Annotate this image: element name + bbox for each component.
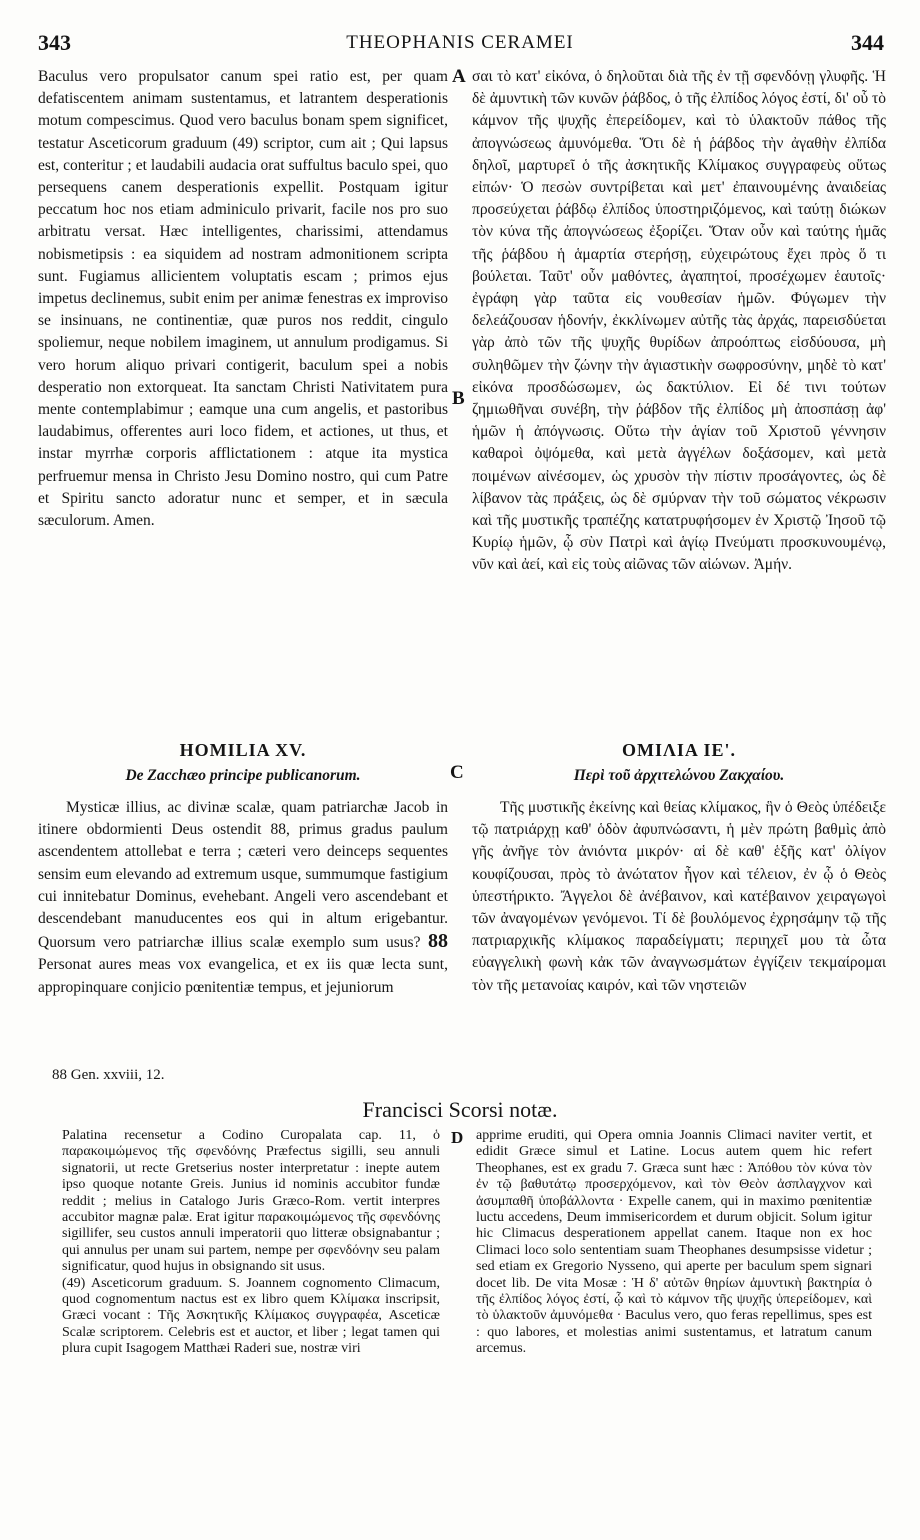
footnote: 88 Gen. xxviii, 12. [52, 1067, 165, 1083]
latin-paragraph-top: Baculus vero propulsator canum spei ratio est, per quam defatiscentem animam sustentamus, et latrantem desperationis motum compescimus. Quod vero baculus bonam spem significet, testatur Asceticorum graduum (49) scriptor, cum ait ; Qui lapsus est, conteritur ; et laudabili audacia orat suffultus baculo spei, quo persequens canem desperationis expellit. Postquam igitur peccatum hoc nos etiam adminiculo privarit, facile nos pro suo arbitratu versat. Hæc intelligentes, charissimi, attendamus nobismetipsis : ea siquidem ad nostram admonitionem scripta sunt. Fugiamus allicientem voluptatis escam ; primos ejus impetus declinemus, subit enim per animæ fenestras ex improviso se insinuans, ne continentiæ, quæ puros nos reddit, cingulo spoliemur, neque nobilem imaginem, ut annulum prodigamus. Si vero horum aliquo privari contigerit, baculum spei a nobis desperatio non extorqueat. Ita sanctam Christi Nativitatem pura mente contemplabimur ; eamque una cum angelis, et pastoribus laudabimus, offerentes auri loco fidem, et actiones, ut thus, et instar myrrhæ corporis afflictationem : atque ita mystica perfruemur mensa in Christo Jesu Domino nostro, qui cum Patre et Spiritu sancto adoratur nunc et semper, et in sæcula sæculorum. Amen. [38, 68, 448, 530]
running-title: THEOPHANIS CERAMEI [346, 32, 574, 53]
margin-letter-d: D [451, 1128, 464, 1147]
column-number-marker: 88 [428, 930, 448, 953]
notes-column-right [476, 1128, 872, 1358]
homily-subtitle-latin: De Zacchæo principe publicanorum. [125, 767, 361, 784]
margin-letter-c: C [450, 762, 464, 783]
latin-homily-paragraph [38, 797, 448, 999]
greek-column-homily [472, 797, 886, 997]
page-number-right: 344 [851, 30, 884, 55]
note-49: (49) Asceticorum graduum. S. Joannem cognomento Climacum, quod cognomentum nactus est ex libro quem Κλίμακα inscripsit, Græci vocant : Τῆς Ἀσκητικῆς Κλίμακος συγγραφέα, Asceticæ Scalæ scriptorem. Celebris est et auctor, et liber ; legat tamen qui plura cupit Isagogem Matthæi Raderi sue, nostræ viri [62, 1275, 440, 1357]
margin-letter-a: A [452, 66, 466, 87]
page-number-left: 343 [38, 30, 71, 55]
homily-heading-latin [38, 740, 448, 785]
greek-paragraph-top: σαι τὸ κατ' εἰκόνα, ὁ δηλοῦται διὰ τῆς ἐν τῇ σφενδόνῃ γλυφῆς. Ἡ δὲ ἀμυντικὴ τῶν κυνῶν ῥάβδος, ὁ τῆς ἐλπίδος λόγος ἐστί, δι' οὗ τὸ κάμνον τῆς ψυχῆς ἐπερείδομεν, καὶ τὸ ὑλακτοῦν πάθος τῆς ἀπογνώσεως ἀμυνόμεθα. Ὅτι δὲ ἡ ῥάβδος τὴν ἀγαθὴν ἐλπίδα δηλοῖ, μαρτυρεῖ ὁ τῆς ἀσκητικῆς Κλίμακος συγγραφεὺς οὕτως εἰπών· Ὁ πεσὼν συντρίβεται καὶ μετ' ἐπαινουμένης ἀναιδείας προσεύχεται ῥάβδῳ ἐλπίδος ὑποστηριζόμενος, καὶ ταύτῃ διώκων τὸν κύνα τῆς ἀπογνώσεως ἐξορίζει. Ὅταν οὖν καὶ ταύτης ἡμᾶς τῆς ῥάβδου ἡ ἁμαρτία στερήσῃ, εὐχειρώτους ἔχει πρὸς ὅ τι βούλεται. Ταῦτ' οὖν μαθόντες, ἀγαπητοί, προσέχωμεν ἑαυτοῖς· ἐγράφη γὰρ ταῦτα εἰς νουθεσίαν ἡμῶν. Φύγωμεν τὴν δελεάζουσαν ἡδονήν, ἐκκλίνωμεν αὐτῆς τὰς ἀρχάς, παρεισδύεται γὰρ ἀπὸ τῶν τῆς ψυχῆς θυρίδων ἀπροόπτως εἰσδύουσα, μὴ συληθῶμεν τὴν ζώνην τὴν ἁγιαστικὴν σωφροσύνην, μηδὲ τὸ κατ' εἰκόνα προσδώσωμεν, ὡς δακτύλιον. Εἰ δέ τινι τούτων ζημιωθῆναι συνέβη, τὴν ῥάβδον τῆς ἐλπίδος μὴ ἀποσπάσῃ ἀφ' ἡμῶν ἡ ἀπόγνωσις. Οὕτω τὴν ἁγίαν τοῦ Χριστοῦ γέννησιν καθαροὶ ὀψόμεθα, καὶ μετὰ ἀγγέλων δοξάσομεν, καὶ μετὰ ποιμένων αἰνέσομεν, ὡς χρυσὸν τὴν πίστιν προσάγοντες, ὡς δὲ λίβανον τὰς πράξεις, ὡς δὲ σμύρναν τὴν τοῦ σώματος νέκρωσιν καὶ τῆς μυστικῆς τραπέζης κατατρυφήσομεν ἐν Χριστῷ Ἰησοῦ τῷ Κυρίῳ ἡμῶν, ᾧ σὺν Πατρὶ καὶ ἁγίῳ Πνεύματι προσκυνουμένῳ, νῦν καὶ ἀεί, καὶ εἰς τοὺς αἰῶνας τῶν αἰώνων. Ἀμήν. [472, 68, 886, 574]
latin-column-top [38, 66, 448, 532]
homily-subtitle-greek: Περὶ τοῦ ἀρχιτελώνου Ζακχαίου. [573, 767, 785, 784]
notes-title: Francisci Scorsi notæ. [362, 1097, 558, 1122]
note-continuation: apprime eruditi, qui Opera omnia Joannis Climaci naviter vertit, et edidit Græce simul et Latine. Locus autem quem hic refert Theophanes, est ex gradu 7. Græca sunt hæc : Ἀπόθου τὸν κύνα τὸν ἐν τῷ βαθυτάτῳ προσερχόμενον, καὶ τὸν Θεὸν ἀσπλαγχνον καὶ ἀσυμπαθῆ ὑποβάλλοντα · Expelle canem, qui in maximo pœnitentiæ luctu accedens, Deum immisericordem et durum objicit. Solum igitur hic Climacus desperationem appellat canem. Itaque non ex hoc Climaci loco solo sententiam suam Theophanes desumpsisse videtur ; sed etiam ex Gregorio Nysseno, qui aperte per baculum spem signari docet lib. De vita Mosæ : Ἡ δ' αὐτῶν θηρίων ἀμυντικὴ βακτηρία ὁ τῆς ἐλπίδος λόγος ἐστί, ᾧ καὶ τὸ κάμνον τῆς ψυχῆς ὑπερείδομεν, καὶ τὸ ὑλακτοῦν ἀμυνόμεθα · Baculus vero, quo feras repellimus, spes est : quo labores, et molestias animi sustentamus, et latratum canum arcemus. [476, 1128, 872, 1357]
greek-homily-paragraph: Τῆς μυστικῆς ἐκείνης καὶ θείας κλίμακος, ἣν ὁ Θεὸς ὑπέδειξε τῷ πατριάρχῃ καθ' ὁδὸν ἀφυπνώσαντι, ἡ μὲν πρώτη βαθμὶς ἀπὸ γῆς ἀνῆγε τὸν ἀνιόντα μικρόν· αἱ δὲ καθ' ἑξῆς κατ' ὀλίγον κουφίζουσαι, πρὸς τὸ ἀνώτατον ἦγον καὶ τέλειον, ἐν ᾧ ὁ Θεὸς ὑπεστήρικτο. Ἄγγελοι δὲ ἀνέβαινον, καὶ κατέβαινον χειραγωγοὶ τῶν ἀναγομένων γενόμενοι. Τί δὲ βουλόμενος ἐχρησάμην τῷ τῆς πατριαρχικῆς κλίμακος παραδείγματι; περιηχεῖ μου τὰ ὦτα εὐαγγελικὴ φωνὴ κἀκ τῶν ἀναγνωσμάτων ἐγγίζειν τεκμαίρομαι τὸν τῆς μετανοίας καιρόν, καὶ τῶν νηστειῶν [472, 799, 886, 994]
notes-column-left [62, 1128, 440, 1358]
homily-number-greek: ΟΜΙΛΙΑ ΙΕ'. [622, 740, 736, 760]
homily-number-latin: HOMILIA XV. [179, 740, 307, 760]
homily-heading-greek [472, 740, 886, 785]
latin-homily-text-b: Personat aures meas vox evangelica, et ex iis quæ lecta sunt, appropinquare conjicio pœnitentiæ tempus, et jejuniorum [38, 956, 448, 996]
note-palatina: Palatina recensetur a Codino Curopalata cap. 11, ὁ παρακοιμώμενος τῆς σφενδόνης Præfectus sigilli, seu annuli signatorii, ut recte Gretserius noster interpretatur : inepte autem ipso quoque notante Greis. Junius id nominis accubitor fundæ reddit ; melius in Catalogo Juris Græco-Rom. vertit interpres accubitor magnæ palæ. Erat igitur παρακοιμώμενος τῆς σφενδόνης sigillifer, seu custos annuli imperatorii quo litteræ obsignabantur ; qui annulus per unam sui partem, nempe per σφενδόνην seu palam significatur, quod hujus in obsignando sit usus. [62, 1128, 440, 1275]
greek-column-top [472, 66, 886, 577]
margin-letter-b: B [452, 388, 465, 409]
latin-homily-text-a: Mysticæ illius, ac divinæ scalæ, quam patriarchæ Jacob in itinere obdormienti Deus ostendit 88, primus gradus paulum ascendentem attollebat e terra ; cæteri vero deinceps sequentes sensim eum elevando ad extremum usque, summumque fastigium cui innitebatur Dominus, evehebant. Angeli vero ascendebant et descendebant manuducentes eos qui in altum erigebantur. Quorsum vero patriarchæ illius scalæ exemplo sum usus? [38, 799, 448, 952]
latin-column-homily [38, 797, 448, 999]
running-head [30, 30, 890, 60]
